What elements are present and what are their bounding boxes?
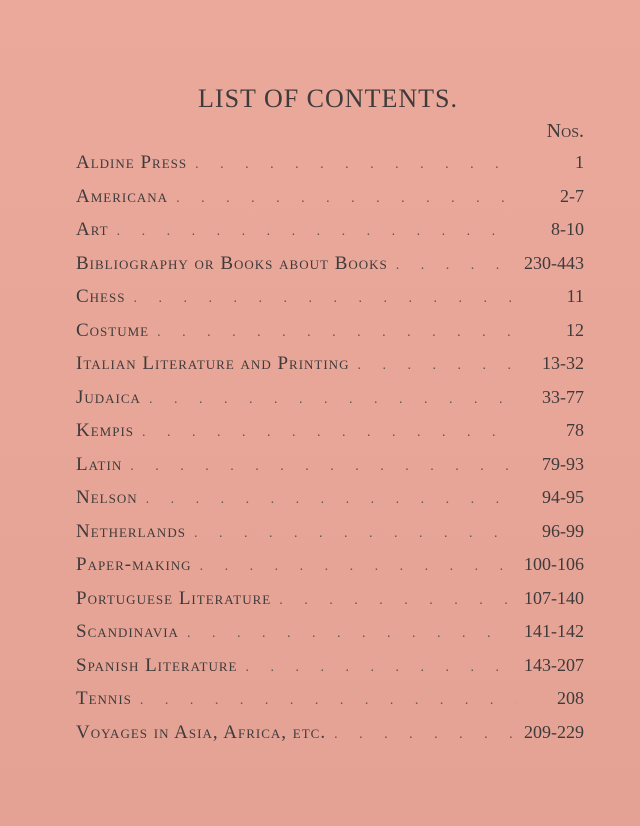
- contents-entry: [76, 253, 584, 287]
- entry-numbers: 13-32: [542, 353, 584, 373]
- entry-subject: Chess: [76, 286, 126, 307]
- entry-subject: Paper-making: [76, 554, 192, 575]
- entry-numbers: 12: [566, 319, 584, 340]
- contents-entry: [76, 454, 584, 488]
- entry-subject: Americana: [76, 185, 169, 207]
- contents-entry: [76, 621, 584, 655]
- entry-subject: Portuguese Literature: [76, 587, 272, 609]
- leader-dots: [157, 325, 516, 341]
- leader-dots: [176, 191, 516, 207]
- entry-numbers: 141-142: [524, 621, 584, 641]
- entry-numbers: 209-229: [524, 721, 584, 742]
- entry-numbers: 8-10: [551, 219, 584, 239]
- entry-numbers: 94-95: [542, 487, 584, 507]
- contents-entry: [76, 722, 584, 756]
- entry-subject: Judaica: [76, 386, 141, 408]
- contents-entry: [76, 521, 584, 555]
- contents-entry: [76, 387, 584, 421]
- contents-entry: [76, 688, 584, 722]
- contents-entry: [76, 554, 584, 588]
- entry-subject: Costume: [76, 319, 150, 341]
- leader-dots: [334, 727, 512, 743]
- page-title: LIST OF CONTENTS.: [198, 84, 458, 113]
- contents-entry: [76, 186, 584, 220]
- leader-dots: [142, 425, 516, 441]
- entry-numbers: 230-443: [524, 252, 584, 273]
- leader-dots: [245, 660, 512, 676]
- leader-dots: [194, 526, 516, 542]
- entry-subject: Voyages in Asia, Africa, etc.: [76, 721, 327, 743]
- entry-subject: Spanish Literature: [76, 654, 238, 676]
- leader-dots: [146, 492, 516, 508]
- entry-numbers: 96-99: [542, 520, 584, 541]
- entry-numbers: 143-207: [524, 654, 584, 675]
- entry-numbers: 100-106: [524, 554, 584, 574]
- entry-subject: Italian Literature and Printing: [76, 353, 350, 374]
- entry-subject: Kempis: [76, 420, 135, 441]
- contents-entry: [76, 588, 584, 622]
- entry-subject: Scandinavia: [76, 621, 179, 642]
- entry-numbers: 2-7: [560, 185, 584, 206]
- entry-numbers: 11: [566, 286, 584, 306]
- entry-numbers: 33-77: [542, 386, 584, 407]
- leader-dots: [130, 459, 516, 475]
- entry-subject: Latin: [76, 453, 123, 475]
- entry-numbers: 208: [557, 688, 584, 708]
- leader-dots: [396, 258, 512, 274]
- entry-subject: Netherlands: [76, 520, 186, 542]
- leader-dots: [195, 157, 516, 173]
- leader-dots: [149, 392, 516, 408]
- contents-entry: [76, 320, 584, 354]
- entry-numbers: 78: [566, 420, 584, 440]
- entry-numbers: 107-140: [524, 587, 584, 608]
- entry-subject: Aldine Press: [76, 152, 188, 173]
- entry-numbers: 79-93: [542, 453, 584, 474]
- leader-dots: [133, 291, 516, 307]
- contents-entry: [76, 353, 584, 387]
- contents-entry: [76, 219, 584, 253]
- leader-dots: [140, 693, 516, 709]
- contents-entry: [76, 286, 584, 320]
- contents-entry: [76, 655, 584, 689]
- entry-numbers: 1: [575, 152, 584, 172]
- contents-entry: [76, 487, 584, 521]
- entry-subject: Bibliography or Books about Books: [76, 252, 388, 274]
- contents-list: [76, 152, 584, 755]
- entry-subject: Tennis: [76, 688, 132, 709]
- leader-dots: [279, 593, 512, 609]
- leader-dots: [187, 626, 512, 642]
- leader-dots: [357, 358, 516, 374]
- entry-subject: Nelson: [76, 487, 138, 508]
- leader-dots: [117, 224, 516, 240]
- entry-subject: Art: [76, 219, 109, 240]
- leader-dots: [200, 559, 512, 575]
- contents-entry: [76, 152, 584, 186]
- numbers-column-header: Nos.: [546, 120, 584, 142]
- contents-entry: [76, 420, 584, 454]
